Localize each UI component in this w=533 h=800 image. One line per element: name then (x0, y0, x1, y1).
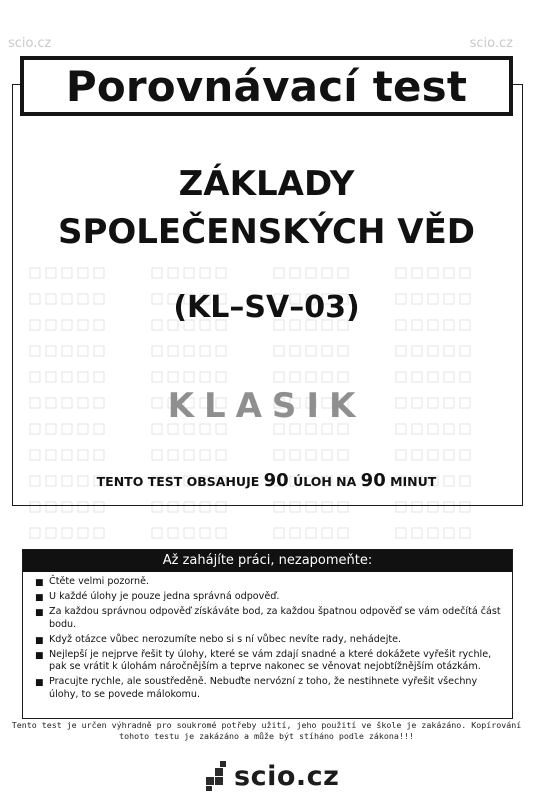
instruction-item: ■ U každé úlohy je pouze jedna správná odpověď. (35, 591, 280, 604)
legal-notice-line2: tohoto testu je zakázáno a může být stíháno podle zákona!!! (119, 731, 414, 741)
info-tasks-unit: ÚLOH NA (293, 474, 357, 489)
scio-squares-icon (206, 761, 228, 791)
square-bullet-icon: ■ (35, 608, 44, 619)
info-minutes-unit: MINUT (390, 474, 437, 489)
info-prefix: TENTO TEST OBSAHUJE (96, 474, 260, 489)
instruction-item: ■ Pracujte rychle, ale soustředěně. Nebuďte nervózní z toho, že nestihnete vyřešit všechny úlohy, to se povede málokomu. (35, 676, 478, 700)
instruction-item: ■ Za každou správnou odpověď získáváte bod, za každou špatnou odpověď se vám odečítá část bodu. (35, 606, 501, 630)
info-tasks-count: 90 (263, 470, 289, 491)
test-variant: KLASIK (167, 386, 366, 426)
square-bullet-icon: ■ (35, 635, 44, 646)
header-left-mark: scio.cz (8, 36, 52, 51)
info-minutes-count: 90 (360, 470, 386, 491)
subject-title-line2: SPOLEČENSKÝCH VĚD (57, 212, 476, 252)
test-code: (KL–SV–03) (173, 290, 360, 325)
square-bullet-icon: ■ (35, 593, 44, 604)
instruction-item: ■ Čtěte velmi pozorně. (35, 576, 150, 588)
top-header-marks (0, 0, 533, 51)
instruction-item: ■ Když otázce vůbec nerozumíte nebo si s ní vůbec nevíte rady, nehádejte. (35, 633, 402, 646)
square-bullet-icon: ■ (35, 678, 44, 689)
subject-title-line1: ZÁKLADY (178, 164, 355, 204)
legal-notice (8, 720, 525, 742)
instructions-box (22, 549, 513, 719)
legal-notice-line1: Tento test je určen výhradně pro soukromé potřeby užití, jeho použití ve škole je zakázáno. Kopírování (11, 720, 522, 730)
test-type-banner: Porovnávací test (20, 56, 513, 116)
scio-logo (206, 757, 339, 795)
instruction-item: ■ Nejlepší je nejprve řešit ty úlohy, které se vám zdají snadné a které dokážete vyřešit rychle, pak se vrátit k úlohám náročnějším a teprve nakonec se věnovat nejobtížnějším otázkám. (35, 649, 492, 673)
header-right-mark: scio.cz (469, 36, 513, 51)
square-bullet-icon: ■ (35, 578, 44, 588)
instructions-list (23, 572, 512, 701)
square-bullet-icon: ■ (35, 651, 44, 662)
instructions-heading: Až zahájíte práci, nezapomeňte: (23, 550, 512, 572)
logo-text: scio.cz (234, 760, 340, 792)
test-info-line (0, 470, 533, 491)
